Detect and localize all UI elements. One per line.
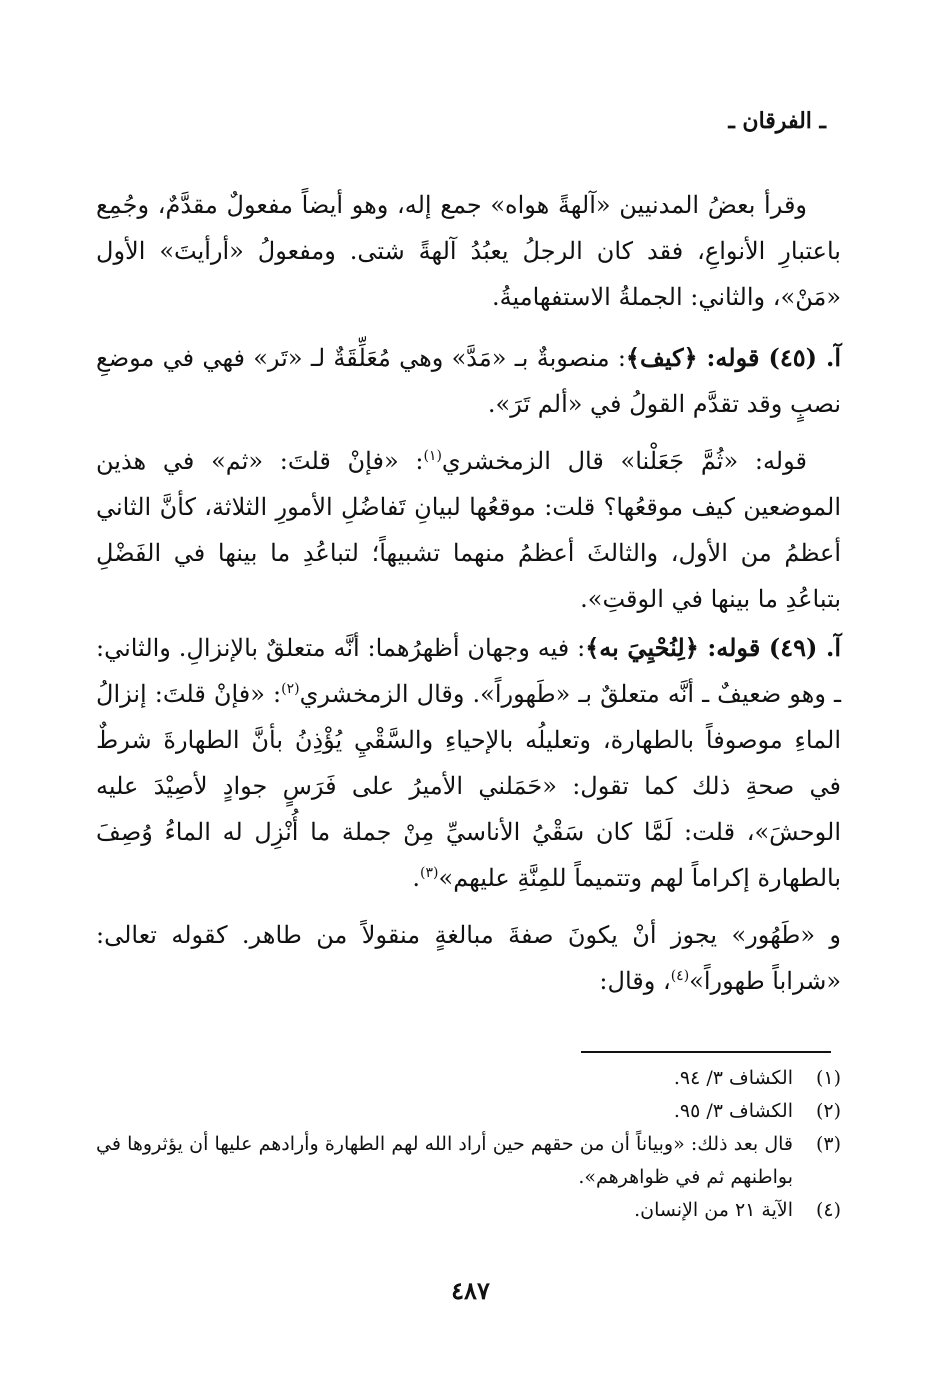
footnote-number: (٤)	[815, 1199, 841, 1221]
paragraph-3-text-b: : «فإنْ قلتَ: «ثم» في هذين الموضعين كيف موقعُها؟ قلت: موقعُها لبيانِ تَفاضُلِ الأمورِ الثلاثة، كأنَّ الثاني أعظمُ من الأول، والثالثَ أعظمُ منهما تشبيهاً؛ لتباعُدِ ما بينها في الفَضْلِ بتباعُدِ ما بينها في الوقتِ».	[96, 447, 842, 613]
paragraph-4-text-a: : فيه وجهان أظهرُهما: أنَّه متعلقٌ بالإنزالِ. والثاني: ـ وهو ضعيفٌ ـ أنَّه متعلقٌ بـ «طَهوراً». وقال الزمخشري	[96, 634, 841, 708]
footnote-1	[96, 1062, 841, 1095]
paragraph-5-text-b: ، وقال:	[599, 967, 671, 995]
footnote-text: الآية ٢١ من الإنسان.	[634, 1199, 793, 1221]
paragraph-3-text-a: قوله: «ثُمَّ جَعَلْنا» قال الزمخشري	[441, 447, 807, 475]
footnote-separator	[581, 1051, 831, 1053]
footnote-number: (٣)	[815, 1133, 841, 1155]
footnote-4	[96, 1194, 841, 1227]
running-header: ـ الفرقان ـ	[728, 108, 826, 134]
verse-45-heading: آ. (٤٥) قوله: ﴿كيف﴾	[625, 343, 842, 372]
paragraph-1-text: وقرأ بعضُ المدنيين «آلهةً هواه» جمع إله، وهو أيضاً مفعولٌ مقدَّمٌ، وجُمِع باعتبارِ الأنواعِ، فقد كان الرجلُ يعبُدُ آلهةً شتى. ومفعولُ «أرأيتَ» الأول «مَنْ»، والثاني: الجملةُ الاستفهاميةُ.	[96, 191, 841, 311]
paragraph-3	[96, 438, 841, 622]
footnote-text: قال بعد ذلك: «وبياناً أن من حقهم حين أراد الله لهم الطهارة وأرادهم عليها أن يؤثروها في بواطنهم ثم في ظواهرهم».	[96, 1133, 793, 1188]
paragraph-5-text-a: و «طَهُور» يجوز أنْ يكونَ صفةَ مبالغةٍ منقولاً من طاهر. كقوله تعالى: «شراباً طهوراً»	[96, 921, 841, 995]
paragraph-4-text-c: .	[412, 864, 421, 892]
footnote-ref-2: (٢)	[281, 681, 300, 697]
footnote-ref-3: (٣)	[420, 865, 439, 881]
footnote-number: (١)	[815, 1067, 841, 1089]
footnotes	[96, 1062, 841, 1227]
footnote-3	[96, 1128, 841, 1194]
paragraph-4-text-b: : «فإنْ قلتَ: إنزالُ الماءِ موصوفاً بالطهارة، وتعليلُه بالإحياءِ والسَّقْيِ يُؤْذِنُ بأنَّ الطهارةَ شرطٌ في صحةِ ذلك كما تقول: «حَمَلني الأميرُ على فَرَسٍ جوادٍ لأصِيْدَ عليه الوحشَ»، قلت: لَمَّا كان سَقْيُ الأناسيِّ مِنْ جملة ما أُنْزِل له الماءُ وُصِفَ بالطهارة إكراماً لهم وتتميماً للمِنَّةِ عليهم»	[96, 680, 841, 892]
paragraph-2	[96, 335, 841, 427]
paragraph-5	[96, 912, 841, 1004]
page-number: ٤٨٧	[451, 1276, 490, 1305]
verse-49-heading: آ. (٤٩) قوله: ﴿لِنُحْيِيَ به﴾	[585, 633, 842, 662]
footnote-2	[96, 1095, 841, 1128]
footnote-text: الكشاف ٣/ ٩٤.	[673, 1067, 793, 1089]
paragraph-2-text: : منصوبةٌ بـ «مَدَّ» وهي مُعَلِّقَةٌ لـ «تَر» فهي في موضعِ نصبٍ وقد تقدَّم القولُ في «ألم تَرَ».	[96, 344, 841, 418]
footnote-ref-4: (٤)	[670, 968, 690, 984]
footnote-text: الكشاف ٣/ ٩٥.	[673, 1100, 793, 1122]
paragraph-4	[96, 625, 841, 901]
paragraph-1	[96, 182, 841, 320]
footnote-number: (٢)	[815, 1100, 841, 1122]
footnote-ref-1: (١)	[423, 448, 442, 464]
